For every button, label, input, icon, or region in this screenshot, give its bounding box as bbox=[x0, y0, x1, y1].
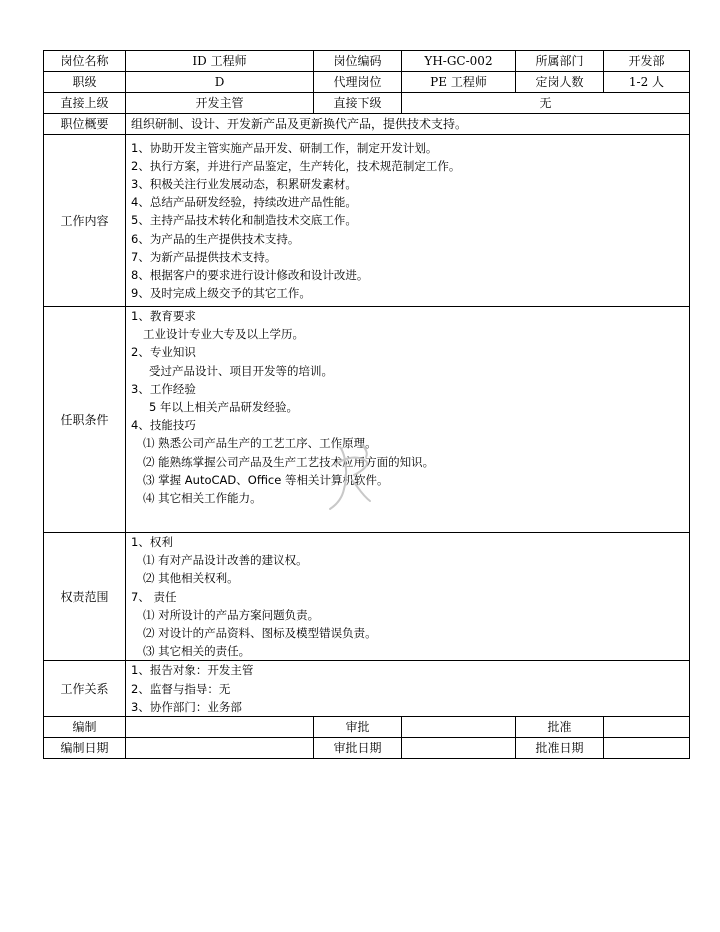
proxy-position-value: PE 工程师 bbox=[402, 72, 516, 93]
relations-list bbox=[131, 661, 684, 716]
headcount-label: 定岗人数 bbox=[516, 72, 604, 93]
reviewed-by-field[interactable] bbox=[402, 717, 516, 738]
relation-item: 3、协作部门：业务部 bbox=[131, 699, 242, 714]
level-value: D bbox=[126, 72, 314, 93]
skills-title: 4、技能技巧 bbox=[131, 418, 196, 433]
skill-item: ⑷ 其它相关工作能力。 bbox=[143, 491, 262, 506]
skill-item: ⑵ 能熟练掌握公司产品及生产工艺技术应用方面的知识。 bbox=[143, 454, 435, 469]
duties-row bbox=[44, 135, 690, 307]
job-description-table bbox=[43, 50, 690, 759]
relations-content bbox=[126, 661, 690, 717]
department-value: 开发部 bbox=[604, 51, 690, 72]
position-code-value: YH-GC-002 bbox=[402, 51, 516, 72]
duty-item: 5、主持产品技术转化和制造技术交底工作。 bbox=[131, 213, 357, 228]
authority-list bbox=[131, 533, 684, 660]
education-title: 1、教育要求 bbox=[131, 309, 196, 323]
subordinate-label: 直接下级 bbox=[314, 93, 402, 114]
prepared-date-field[interactable] bbox=[126, 738, 314, 759]
signoff-date-row bbox=[44, 738, 690, 759]
overview-text: 组织研制、设计、开发新产品及更新换代产品，提供技术支持。 bbox=[126, 114, 690, 135]
header-row-3 bbox=[44, 93, 690, 114]
responsibility-item: ⑵ 对设计的产品资料、图标及模型错误负责。 bbox=[143, 626, 377, 641]
duty-item: 6、为产品的生产提供技术支持。 bbox=[131, 231, 300, 246]
duties-content bbox=[126, 135, 690, 307]
reviewed-date-label: 审批日期 bbox=[314, 738, 402, 759]
duty-item: 8、根据客户的要求进行设计修改和设计改进。 bbox=[131, 268, 369, 282]
skill-item: ⑶ 掌握 AutoCAD、Office 等相关计算机软件。 bbox=[143, 472, 389, 487]
position-name-value: ID 工程师 bbox=[126, 51, 314, 72]
qualifications-content bbox=[126, 307, 690, 533]
qualifications-row bbox=[44, 307, 690, 533]
responsibilities-title: 7、 责任 bbox=[131, 589, 177, 604]
header-row-2 bbox=[44, 72, 690, 93]
duties-label: 工作内容 bbox=[44, 135, 126, 307]
prepared-date-label: 编制日期 bbox=[44, 738, 126, 759]
knowledge-title: 2、专业知识 bbox=[131, 345, 196, 360]
duty-item: 7、为新产品提供技术支持。 bbox=[131, 249, 277, 264]
skill-item: ⑴ 熟悉公司产品生产的工艺工序、工作原理。 bbox=[143, 436, 377, 451]
authority-content bbox=[126, 533, 690, 661]
department-label: 所属部门 bbox=[516, 51, 604, 72]
level-label: 职级 bbox=[44, 72, 126, 93]
subordinate-value: 无 bbox=[402, 93, 690, 114]
approved-date-field[interactable] bbox=[604, 738, 690, 759]
prepared-by-label: 编制 bbox=[44, 717, 126, 738]
relations-label: 工作关系 bbox=[44, 661, 126, 717]
responsibility-item: ⑶ 其它相关的责任。 bbox=[143, 644, 251, 659]
experience-text: 5 年以上相关产品研发经验。 bbox=[149, 400, 298, 415]
superior-label: 直接上级 bbox=[44, 93, 126, 114]
duties-list bbox=[131, 139, 684, 303]
duty-item: 2、执行方案，并进行产品鉴定，生产转化，技术规范制定工作。 bbox=[131, 158, 461, 173]
duty-item: 4、总结产品研发经验，持续改进产品性能。 bbox=[131, 195, 357, 210]
overview-label: 职位概要 bbox=[44, 114, 126, 135]
position-name-label: 岗位名称 bbox=[44, 51, 126, 72]
authority-label: 权责范围 bbox=[44, 533, 126, 661]
approved-by-field[interactable] bbox=[604, 717, 690, 738]
proxy-position-label: 代理岗位 bbox=[314, 72, 402, 93]
reviewed-by-label: 审批 bbox=[314, 717, 402, 738]
right-item: ⑵ 其他相关权利。 bbox=[143, 571, 239, 586]
responsibility-item: ⑴ 对所设计的产品方案问题负责。 bbox=[143, 607, 320, 622]
reviewed-date-field[interactable] bbox=[402, 738, 516, 759]
knowledge-text: 受过产品设计、项目开发等的培训。 bbox=[149, 363, 333, 378]
duty-item: 3、积极关注行业发展动态，积累研发素材。 bbox=[131, 176, 357, 191]
rights-title: 1、权利 bbox=[131, 535, 173, 549]
approved-date-label: 批准日期 bbox=[516, 738, 604, 759]
qualifications-list bbox=[131, 307, 684, 507]
relation-item: 2、监督与指导：无 bbox=[131, 681, 231, 696]
duty-item: 9、及时完成上级交予的其它工作。 bbox=[131, 286, 311, 301]
signoff-row bbox=[44, 717, 690, 738]
approved-by-label: 批准 bbox=[516, 717, 604, 738]
right-item: ⑴ 有对产品设计改善的建议权。 bbox=[143, 553, 308, 568]
header-row-1 bbox=[44, 51, 690, 72]
education-text: 工业设计专业大专及以上学历。 bbox=[143, 327, 304, 342]
position-code-label: 岗位编码 bbox=[314, 51, 402, 72]
relations-row bbox=[44, 661, 690, 717]
headcount-value: 1-2 人 bbox=[604, 72, 690, 93]
duty-item: 1、协助开发主管实施产品开发、研制工作，制定开发计划。 bbox=[131, 140, 438, 155]
superior-value: 开发主管 bbox=[126, 93, 314, 114]
qualifications-label: 任职条件 bbox=[44, 307, 126, 533]
overview-row bbox=[44, 114, 690, 135]
experience-title: 3、工作经验 bbox=[131, 381, 196, 396]
relation-item: 1、报告对象：开发主管 bbox=[131, 663, 254, 678]
prepared-by-field[interactable] bbox=[126, 717, 314, 738]
authority-row bbox=[44, 533, 690, 661]
